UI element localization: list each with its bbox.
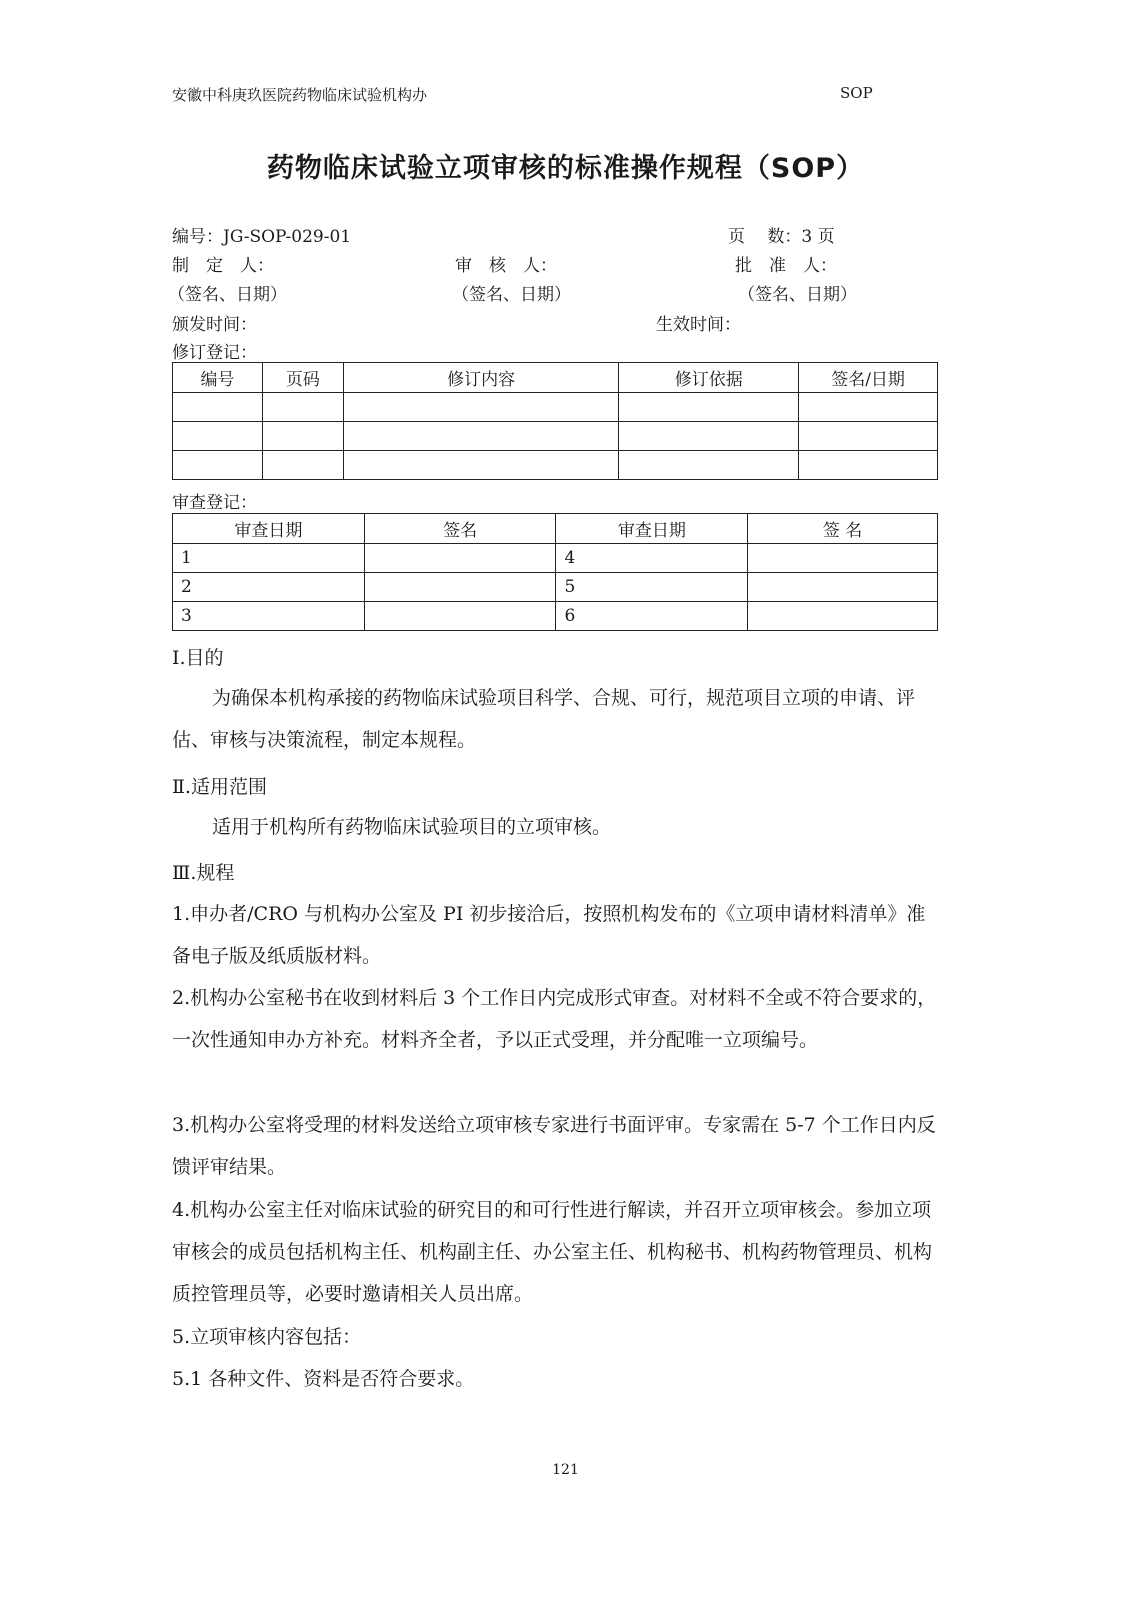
col-header: 编号 (173, 363, 263, 393)
cell[interactable]: 2 (173, 573, 365, 602)
cell[interactable] (619, 451, 799, 480)
header-org: 安徽中科庚玖医院药物临床试验机构办 (172, 86, 428, 104)
cell[interactable]: 4 (556, 544, 748, 573)
cell[interactable] (364, 602, 556, 631)
cell[interactable] (619, 422, 799, 451)
procedure-step-2: 2.机构办公室秘书在收到材料后 3 个工作日内完成形式审查。对材料不全或不符合要求的，一次性通知申办方补充。材料齐全者，予以正式受理，并分配唯一立项编号。 (172, 987, 937, 1051)
cell[interactable] (173, 422, 263, 451)
cell[interactable] (799, 393, 938, 422)
cell[interactable]: 1 (173, 544, 365, 573)
col-header: 签名 (364, 514, 556, 544)
page-count: 页 数：3 页 (728, 227, 835, 247)
review-table-header (173, 514, 938, 544)
cell[interactable] (343, 422, 619, 451)
cell[interactable] (262, 422, 343, 451)
cell[interactable] (748, 602, 938, 631)
cell[interactable] (748, 544, 938, 573)
cell[interactable] (262, 451, 343, 480)
approver-sign-date: （签名、日期） (738, 285, 857, 305)
page-number: 121 (552, 1462, 579, 1478)
cell[interactable] (343, 393, 619, 422)
procedure-step-1: 1.申办者/CRO 与机构办公室及 PI 初步接洽后，按照机构发布的《立项申请材料清单》准备电子版及纸质版材料。 (172, 903, 926, 967)
maker-sign-date: （签名、日期） (168, 285, 287, 305)
cell[interactable] (173, 393, 263, 422)
section-procedure-title: Ⅲ.规程 (172, 862, 235, 884)
cell[interactable] (619, 393, 799, 422)
cell[interactable] (262, 393, 343, 422)
review-table (172, 513, 938, 631)
cell[interactable] (364, 573, 556, 602)
col-header: 签 名 (748, 514, 938, 544)
revision-label: 修订登记： (172, 343, 257, 363)
section-purpose-title: Ⅰ.目的 (172, 647, 224, 669)
approver-label: 批 准 人： (735, 256, 837, 276)
header-tag: SOP (840, 84, 873, 102)
effective-time-label: 生效时间： (656, 315, 741, 335)
table-row (173, 451, 938, 480)
cell[interactable] (173, 451, 263, 480)
procedure-step-4: 4.机构办公室主任对临床试验的研究目的和可行性进行解读，并召开立项审核会。参加立项审核会的成员包括机构主任、机构副主任、办公室主任、机构秘书、机构药物管理员、机构质控管理员等，必要时邀请相关人员出席。 (172, 1199, 933, 1305)
doc-code: 编号：JG-SOP-029-01 (172, 227, 352, 247)
procedure-step-5-1: 5.1 各种文件、资料是否符合要求。 (172, 1368, 475, 1390)
col-header: 页码 (262, 363, 343, 393)
section-scope-text: 适用于机构所有药物临床试验项目的立项审核。 (212, 816, 612, 838)
issue-time-label: 颁发时间： (172, 315, 257, 335)
cell[interactable] (748, 573, 938, 602)
cell[interactable] (343, 451, 619, 480)
table-row (173, 602, 938, 631)
col-header: 签名/日期 (799, 363, 938, 393)
review-label: 审查登记： (172, 493, 257, 513)
procedure-step-5: 5.立项审核内容包括： (172, 1326, 362, 1348)
table-row (173, 573, 938, 602)
maker-label: 制 定 人： (172, 256, 274, 276)
section-scope-title: Ⅱ.适用范围 (172, 776, 267, 798)
section-purpose-text: 为确保本机构承接的药物临床试验项目科学、合规、可行，规范项目立项的申请、评估、审核与决策流程，制定本规程。 (172, 687, 916, 751)
reviewer-label: 审 核 人： (455, 256, 557, 276)
col-header: 修订依据 (619, 363, 799, 393)
cell[interactable]: 5 (556, 573, 748, 602)
reviewer-sign-date: （签名、日期） (452, 285, 571, 305)
procedure-step-3: 3.机构办公室将受理的材料发送给立项审核专家进行书面评审。专家需在 5-7 个工作日内反馈评审结果。 (172, 1114, 936, 1178)
page-title: 药物临床试验立项审核的标准操作规程（SOP） (266, 153, 865, 184)
revision-table (172, 362, 938, 480)
table-row (173, 422, 938, 451)
cell[interactable]: 6 (556, 602, 748, 631)
table-row (173, 544, 938, 573)
revision-table-header (173, 363, 938, 393)
col-header: 修订内容 (343, 363, 619, 393)
cell[interactable] (364, 544, 556, 573)
table-row (173, 393, 938, 422)
cell[interactable]: 3 (173, 602, 365, 631)
col-header: 审查日期 (173, 514, 365, 544)
col-header: 审查日期 (556, 514, 748, 544)
cell[interactable] (799, 451, 938, 480)
cell[interactable] (799, 422, 938, 451)
